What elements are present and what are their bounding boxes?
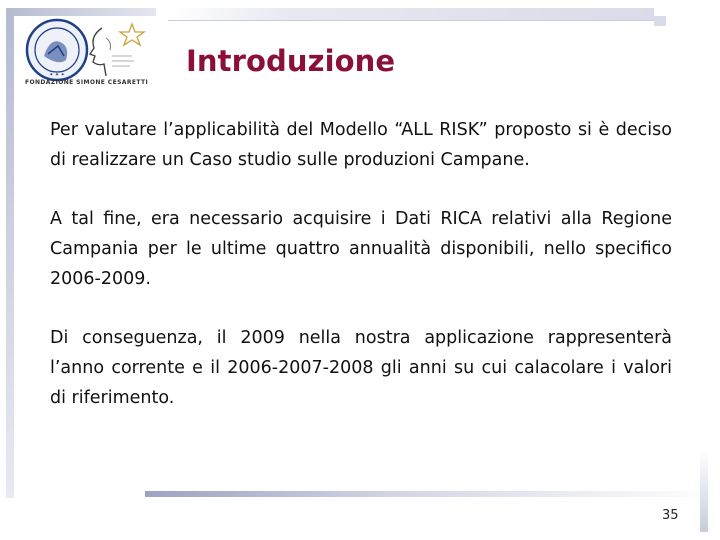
face-profile-icon: [90, 28, 134, 76]
frame-top-left: [6, 8, 156, 16]
frame-left: [6, 8, 14, 498]
paragraph-1: Per valutare l’applicabilità del Modello “ALL RISK” proposto si è deciso di realizzare un Caso studio sulle produzioni Campane.: [50, 120, 672, 170]
logo-caption: FONDAZIONE SIMONE CESARETTI: [25, 79, 149, 86]
seal-icon: [27, 20, 87, 80]
slide-body: [50, 115, 672, 442]
frame-bottom-right: [700, 450, 708, 532]
svg-text:✦ ✦ ✦: ✦ ✦ ✦: [49, 72, 65, 78]
star-icon: [120, 24, 144, 45]
frame-top-right: [168, 8, 654, 21]
page-number: 35: [662, 508, 679, 523]
slide-title: Introduzione: [186, 44, 396, 78]
paragraph-2: A tal fine, era necessario acquisire i Dati RICA relativi alla Regione Campania per le ultime quattro annualità disponibili, nello specifico 2006-2009.: [50, 209, 672, 289]
frame-bottom: [145, 491, 720, 497]
paragraph-3: Di conseguenza, il 2009 nella nostra applicazione rappresenterà l’anno corrente e il 2006-2007-2008 gli anni su cui calacolare i valori di riferimento.: [50, 328, 672, 408]
